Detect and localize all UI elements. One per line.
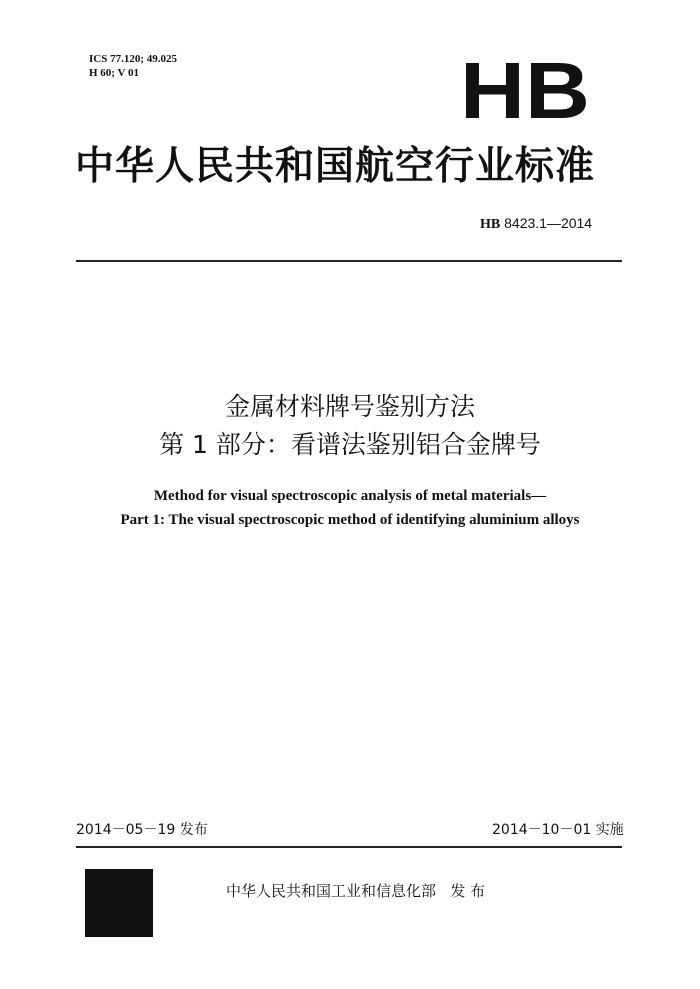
cn-title-line1: 金属材料牌号鉴别方法	[224, 392, 475, 421]
ccs-code: H 60; V 01	[89, 67, 140, 79]
top-divider	[76, 260, 622, 262]
classification-codes	[89, 52, 177, 80]
publisher-line	[226, 880, 485, 901]
standard-code-number: 8423.1—2014	[504, 215, 593, 231]
standard-code	[480, 215, 592, 233]
publisher-name: 中华人民共和国工业和信息化部	[226, 882, 437, 900]
hb-logo	[458, 58, 592, 122]
standard-category-title: 中华人民共和国航空行业标准	[75, 144, 596, 189]
issue-date: 2014－05－19 发布	[76, 822, 208, 838]
en-title-line2: Part 1: The visual spectroscopic method of identifying aluminium alloys	[120, 512, 580, 528]
en-title-line1: Method for visual spectroscopic analysis of metal materials—	[153, 488, 547, 504]
implementation-date: 2014－10－01 实施	[492, 822, 624, 838]
cn-title-line2: 第 1 部分：看谱法鉴别铝合金牌号	[159, 430, 541, 459]
publisher-action: 发 布	[450, 882, 486, 900]
ics-code: ICS 77.120; 49.025	[89, 53, 178, 65]
hb-logo-text: HB	[460, 58, 590, 122]
bottom-divider	[76, 846, 622, 848]
black-square-mark	[85, 869, 153, 937]
standard-code-prefix: HB	[480, 217, 501, 232]
